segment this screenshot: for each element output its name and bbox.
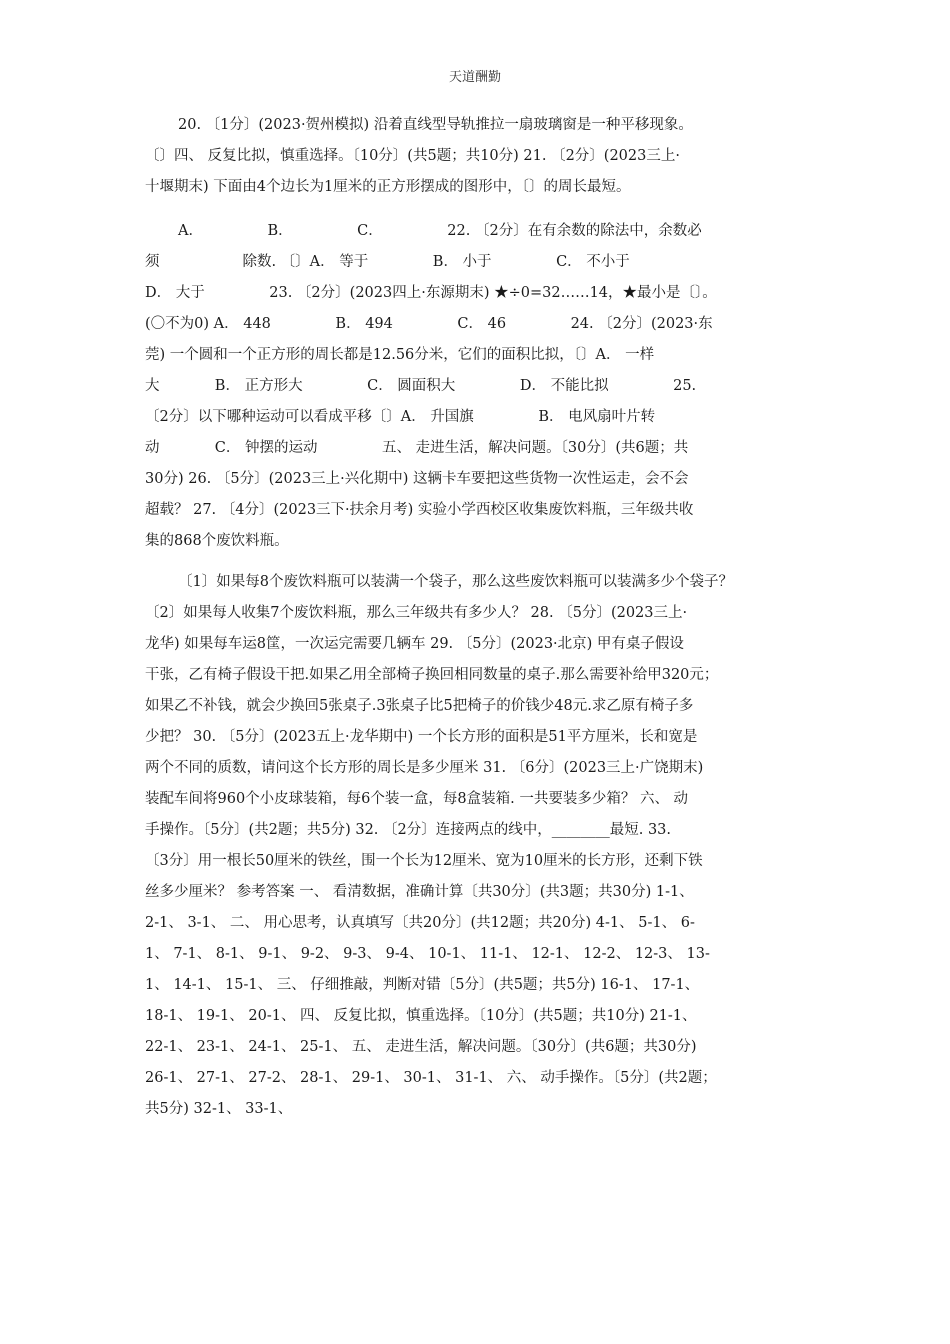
- text-line: 干张，乙有椅子假设干把.如果乙用全部椅子换回相同数量的桌子.那么需要补给甲320元；: [145, 667, 719, 683]
- text-line: 少把？ 30. 〔5分〕(2023五上·龙华期中) 一个长方形的面积是51平方厘米，长和宽是: [145, 729, 698, 745]
- text-line: 动 C． 钟摆的运动 五、 走进生活，解决问题。〔30分〕(共6题；共: [145, 440, 689, 456]
- text-line: 2-1、 3-1、 二、 用心思考，认真填写〔共20分〕(共12题；共20分) 4-1、 5-1、 6-: [145, 915, 695, 931]
- text-line: D． 大于 23. 〔2分〕(2023四上·东源期末) ★÷0=32……14，★最小是〔〕。: [145, 285, 717, 301]
- text-line: 26-1、 27-1、 27-2、 28-1、 29-1、 30-1、 31-1、 六、 动手操作。〔5分〕(共2题；: [145, 1070, 717, 1086]
- text-line: 〔〕四、 反复比拟，慎重选择。〔10分〕(共5题；共10分) 21. 〔2分〕(2023三上·: [145, 148, 680, 164]
- paragraph-block-3: [145, 567, 815, 1125]
- paragraph-block-2: [145, 216, 815, 557]
- text-line: 莞) 一个圆和一个正方形的周长都是12.56分米，它们的面积比拟，〔〕A． 一样: [145, 347, 655, 363]
- text-line: 龙华) 如果每车运8筐，一次运完需要几辆车 29. 〔5分〕(2023·北京) 甲有桌子假设: [145, 636, 684, 652]
- text-line: 1、 7-1、 8-1、 9-1、 9-2、 9-3、 9-4、 10-1、 11-1、 12-1、 12-2、 12-3、 13-: [145, 946, 710, 962]
- text-line: 两个不同的质数，请问这个长方形的周长是多少厘米 31. 〔6分〕(2023三上·广饶期末): [145, 760, 704, 776]
- text-line: 20. 〔1分〕(2023·贺州模拟) 沿着直线型导轨推拉一扇玻璃窗是一种平移现象。: [178, 117, 693, 133]
- text-line: 如果乙不补钱，就会少换回5张桌子.3张桌子比5把椅子的价钱少48元.求乙原有椅子多: [145, 698, 694, 714]
- text-line: 30分) 26. 〔5分〕(2023三上·兴化期中) 这辆卡车要把这些货物一次性运走，会不会: [145, 471, 689, 487]
- text-line: 丝多少厘米？ 参考答案 一、 看清数据，准确计算〔共30分〕(共3题；共30分) 1-1、: [145, 884, 694, 900]
- text-line: 须 除数. 〔〕A． 等于 B． 小于 C． 不小于: [145, 254, 630, 270]
- page-header: 天道酬勤: [448, 70, 501, 85]
- text-line: 〔1〕如果每8个废饮料瓶可以装满一个袋子，那么这些废饮料瓶可以装满多少个袋子？: [178, 574, 733, 590]
- text-line: 〔3分〕用一根长50厘米的铁丝，围一个长为12厘米、宽为10厘米的长方形，还剩下铁: [145, 853, 703, 869]
- text-line: 22-1、 23-1、 24-1、 25-1、 五、 走进生活，解决问题。〔30分〕(共6题；共30分): [145, 1039, 697, 1055]
- text-line: A． B． C． 22. 〔2分〕在有余数的除法中，余数必: [178, 223, 702, 239]
- paragraph-block-1: [145, 110, 815, 203]
- text-line: 手操作。〔5分〕(共2题；共5分) 32. 〔2分〕连接两点的线中，________最短. 33.: [145, 822, 672, 838]
- text-line: 集的868个废饮料瓶。: [145, 533, 289, 549]
- text-line: 共5分) 32-1、 33-1、: [145, 1101, 293, 1117]
- text-line: 超载？ 27. 〔4分〕(2023三下·扶余月考) 实验小学西校区收集废饮料瓶，三年级共收: [145, 502, 694, 518]
- text-line: 〔2分〕以下哪种运动可以看成平移〔〕A． 升国旗 B． 电风扇叶片转: [145, 409, 656, 425]
- text-line: 大 B． 正方形大 C． 圆面积大 D． 不能比拟 25.: [145, 378, 697, 394]
- text-line: 装配车间将960个小皮球装箱，每6个装一盒，每8盒装箱. 一共要装多少箱？ 六、 动: [145, 791, 689, 807]
- text-line: (〇不为0) A． 448 B． 494 C． 46 24. 〔2分〕(2023·东: [145, 316, 713, 332]
- text-line: 〔2〕如果每人收集7个废饮料瓶，那么三年级共有多少人？ 28. 〔5分〕(2023三上·: [145, 605, 688, 621]
- text-line: 十堰期末) 下面由4个边长为1厘米的正方形摆成的图形中，〔〕的周长最短。: [145, 179, 631, 195]
- text-line: 1、 14-1、 15-1、 三、 仔细推敲，判断对错〔5分〕(共5题；共5分) 16-1、 17-1、: [145, 977, 700, 993]
- text-line: 18-1、 19-1、 20-1、 四、 反复比拟，慎重选择。〔10分〕(共5题；共10分) 21-1、: [145, 1008, 697, 1024]
